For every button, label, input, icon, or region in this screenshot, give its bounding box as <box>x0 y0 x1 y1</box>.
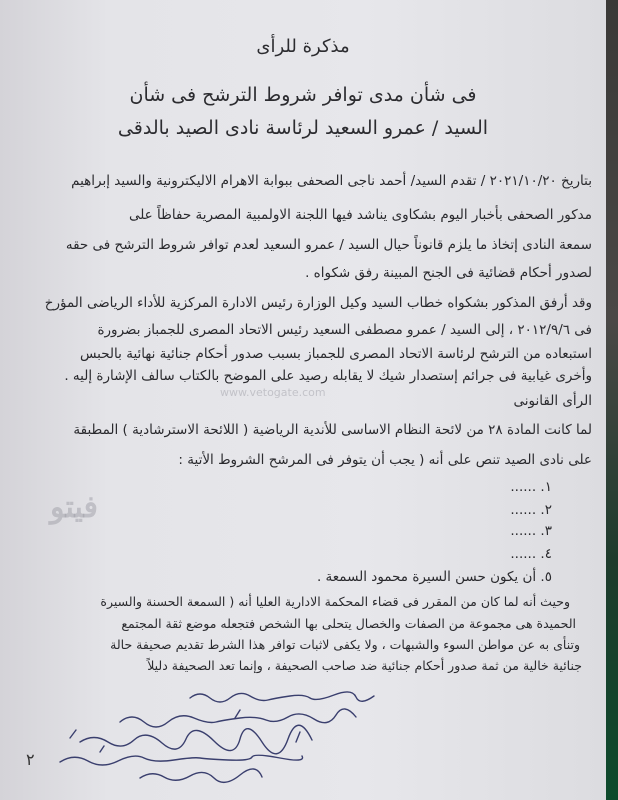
paragraph-4-line-2: الحميدة هى مجموعة من الصفات والخصال يتحلى بها الشخص فتجعله موضع ثقة المجتمع <box>121 616 576 631</box>
paragraph-3-line-2: على نادى الصيد تنص على أنه ( يجب أن يتوفر فى المرشح الشروط الأتية : <box>178 452 592 468</box>
watermark-url: www.vetogate.com <box>220 386 326 399</box>
condition-item-2: ٢. ...... <box>510 502 552 518</box>
legal-opinion-heading: الرأى القانونى <box>513 393 592 409</box>
paragraph-2-line-4: وأخرى غيابية فى جرائم إستصدار شيك لا يقابله رصيد على الموضح بالكتاب سالف الإشارة إليه . <box>64 368 592 384</box>
handwritten-note <box>40 680 510 790</box>
paragraph-1-line-3: سمعة النادى إتخاذ ما يلزم قانوناً حيال السيد / عمرو السعيد لعدم توافر شروط الترشح فى حقه <box>65 237 592 253</box>
memo-subject-line-2: السيد / عمرو السعيد لرئاسة نادى الصيد بالدقى <box>117 117 489 139</box>
paragraph-2-line-1: وقد أرفق المذكور بشكواه خطاب السيد وكيل الوزارة رئيس الادارة المركزية للأداء الرياضى المؤرخ <box>44 295 592 311</box>
paragraph-1-line-1: بتاريخ ٢٠٢١/١٠/٢٠ / تقدم السيد/ أحمد ناجى الصحفى ببوابة الاهرام الاليكترونية والسيد إبراهيم <box>71 173 592 189</box>
background-strip <box>606 0 618 800</box>
paragraph-4-line-3: وتنأى به عن مواطن السوء والشبهات ، ولا يكفى لاثبات توافر هذا الشرط تقديم صحيفة حالة <box>110 637 580 652</box>
paragraph-2-line-3: استبعاده من الترشح لرئاسة الاتحاد المصرى للجمباز بسبب صدور أحكام جنائية نهائية بالحبس <box>79 346 592 362</box>
paragraph-1-line-2: مدكور الصحفى بأخبار اليوم بشكاوى يناشد فيها اللجنة الاولمبية المصرية حفاظاً على <box>128 207 592 223</box>
page-number: ٢ <box>26 750 35 769</box>
paragraph-3-line-1: لما كانت المادة ٢٨ من لائحة النظام الاساسى للأندية الرياضية ( اللائحة الاسترشادية ) المطبقة <box>73 422 592 438</box>
memo-subject-line-1: فى شأن مدى توافر شروط الترشح فى شأن <box>129 84 477 106</box>
paragraph-4-line-4: جنائية خالية من ثمة صدور أحكام جنائية ضد صاحب الصحيفة ، وإنما تعد الصحيفة دليلاً <box>147 658 582 673</box>
memo-title: مذكرة للرأى <box>256 36 350 57</box>
condition-item-3: ٣. ...... <box>510 523 552 539</box>
watermark-logo: فيتو <box>50 490 98 525</box>
condition-item-4: ٤. ...... <box>510 546 552 562</box>
paragraph-2-line-2: فى ٢٠١٢/٩/٦ ، إلى السيد / عمرو مصطفى السعيد رئيس الاتحاد المصرى للجمباز بضرورة <box>97 322 592 338</box>
condition-item-5: ٥. أن يكون حسن السيرة محمود السمعة . <box>316 569 552 585</box>
paragraph-4-line-1: وحيث أنه لما كان من المقرر فى قضاء المحكمة الادارية العليا أنه ( السمعة الحسنة والسيرة <box>100 594 570 609</box>
condition-item-1: ١. ...... <box>510 479 552 495</box>
paragraph-1-line-4: لصدور أحكام قضائية فى الجنح المبينة رفق شكواه . <box>305 265 592 281</box>
